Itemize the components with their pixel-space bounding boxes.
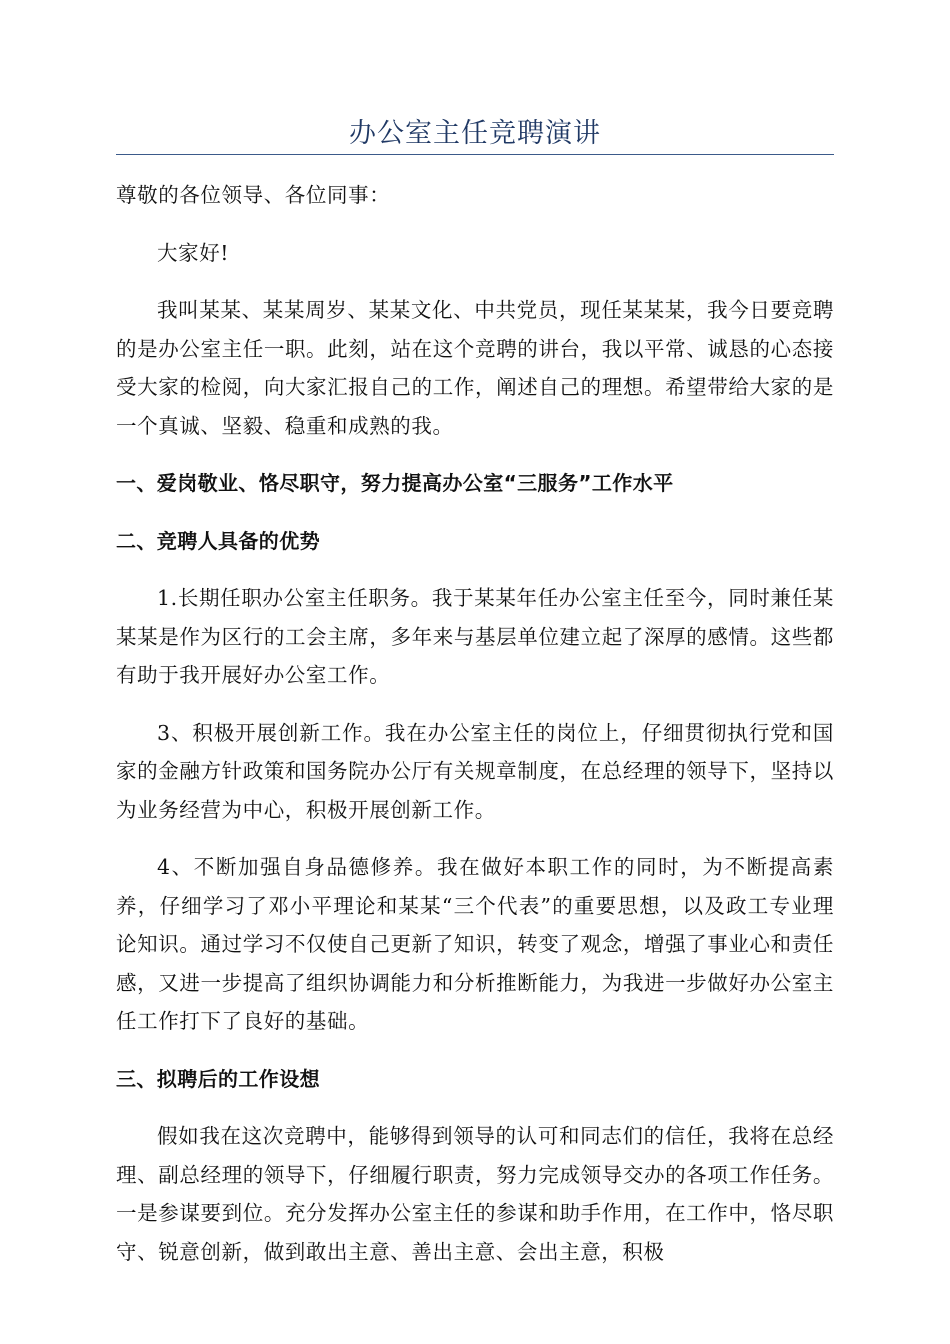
plan-paragraph: 假如我在这次竞聘中，能够得到领导的认可和同志们的信任，我将在总经理、副总经理的领导下，仔细履行职责，努力完成领导交办的各项工作任务。一是参谋要到位。充分发挥办公室主任的参谋和助手作用，在工作中，恪尽职守、锐意创新，做到敢出主意、善出主意、会出主意，积极 (116, 1124, 834, 1264)
intro-paragraph: 我叫某某、某某周岁、某某文化、中共党员，现任某某某，我今日要竞聘的是办公室主任一职。此刻，站在这个竞聘的讲台，我以平常、诚恳的心态接受大家的检阅，向大家汇报自己的工作，阐述自己的理想。希望带给大家的是一个真诚、坚毅、稳重和成熟的我。 (116, 298, 834, 438)
salutation: 尊敬的各位领导、各位同事： (116, 183, 391, 207)
document-body (116, 176, 834, 1290)
advantage-item-3: 3、积极开展创新工作。我在办公室主任的岗位上，仔细贯彻执行党和国家的金融方针政策和国务院办公厅有关规章制度，在总经理的领导下，坚持以为业务经营为中心，积极开展创新工作。 (116, 720, 834, 822)
section-heading-2: 二、竞聘人具备的优势 (116, 528, 320, 553)
title-underline (116, 154, 834, 155)
section-heading-3: 三、拟聘后的工作设想 (116, 1066, 320, 1091)
section-heading-1: 一、爱岗敬业、恪尽职守，努力提高办公室“三服务”工作水平 (116, 471, 674, 495)
document-title: 办公室主任竞聘演讲 (349, 118, 601, 149)
advantage-item-1: 1.长期任职办公室主任职务。我于某某年任办公室主任至今，同时兼任某某某是作为区行的工会主席，多年来与基层单位建立起了深厚的感情。这些都有助于我开展好办公室工作。 (116, 586, 834, 687)
greeting: 大家好! (157, 240, 230, 265)
advantage-item-4: 4、不断加强自身品德修养。我在做好本职工作的同时，为不断提高素养，仔细学习了邓小平理论和某某“三个代表”的重要思想，以及政工专业理论知识。通过学习不仅使自己更新了知识，转变了观念，增强了事业心和责任感，又进一步提高了组织协调能力和分析推断能力，为我进一步做好办公室主任工作打下了良好的基础。 (116, 855, 834, 1033)
